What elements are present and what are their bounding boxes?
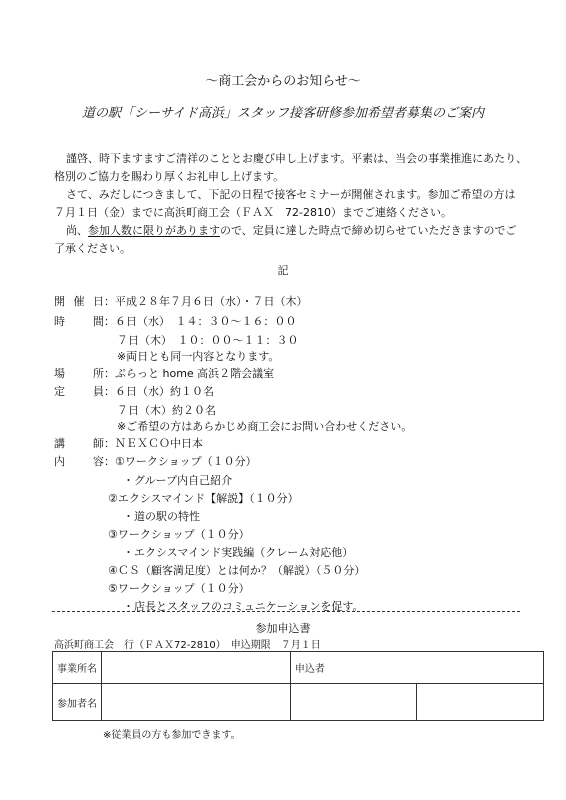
detail-date: 開催日：平成２８年７月６日（水）・７日（木） [54,295,308,308]
capacity-value-1: ６日（水）約１０名 [115,385,214,398]
time-note: ※両日とも同一内容となります。 [117,350,280,363]
paragraph-greeting-line-1: 謹啓、時下ますますご清祥のこととお慶び申し上げます。平素は、当会の事業推進にあたり、 [66,152,528,165]
business-name-label: 事業所名 [53,652,102,684]
cut-line [52,611,520,612]
content-label: 内容 [54,455,104,468]
detail-capacity: 定員：６日（水）約１０名 [54,385,214,398]
content-item-1-title: ①ワークショップ（１０分） [115,455,257,468]
place-value: ぷらっと home 高浜２階会議室 [115,367,275,380]
participant-field-group [290,684,543,721]
form-title: 参加申込書 [255,622,311,635]
notice-heading: ～商工会からのお知らせ～ [205,74,361,89]
content-item-2-sub: ・道の駅の特性 [123,510,200,523]
limit-emphasis: 参加人数に限りがあります [88,224,220,237]
place-label: 場所 [54,367,104,380]
content-item-5-title: ⑤ワークショップ（１０分） [108,582,250,595]
applicant-field[interactable] [355,652,543,684]
content-item-1-sub: ・グループ内自己紹介 [123,474,233,487]
paragraph-info-line-1: さて、みだしにつきまして、下記の日程で接客セミナーが開催されます。参加ご希望の方は [66,188,516,201]
applicant-label: 申込者 [290,652,355,684]
paragraph-greeting-line-2: 格別のご協力を賜わり厚くお礼申し上げます。 [54,170,285,183]
lecturer-label: 講師 [54,437,104,450]
detail-content: 内容：①ワークショップ（１０分） [54,455,257,468]
form-note: ※従業員の方も参加できます。 [103,730,241,741]
paragraph-limit-line-1: 尚、参加人数に限りがありますので、定員に達した時点で締め切らせていただきますのでご [66,224,517,237]
paragraph-info-line-2: ７月１日（金）までに高浜町商工会（ＦＡＸ 72-2810）までご連絡ください。 [54,206,452,219]
content-item-5-sub: ・店長とスタッフのコミュニケーションを促す。 [123,600,364,613]
time-label: 時間 [54,315,104,328]
participant-field-3[interactable] [417,684,543,720]
document-title: 道の駅「シーサイド高浜」スタッフ接客研修参加希望者募集のご案内 [81,106,485,121]
content-item-3-sub: ・エクシスマインド実践編（クレーム対応他） [123,546,354,559]
content-item-4-title: ④ＣＳ（顧客満足度）とは何か？（解説）（５０分） [108,564,366,577]
participant-field-1[interactable] [102,684,291,721]
detail-time: 時間：６日（水） １４：３０～１６：００ [54,315,297,328]
application-form-table [52,651,544,721]
participant-label: 参加者名 [53,684,102,721]
capacity-value-2: ７日（木）約２０名 [117,404,216,417]
time-value-2: ７日（木） １０：００～１１：３０ [117,334,299,347]
form-addressee: 高浜町商工会 行（ＦＡＸ72-2810） 申込期限 ７月１日 [54,640,321,651]
ki-heading: 記 [277,264,289,277]
detail-lecturer: 講師：ＮＥＸＣＯ中日本 [54,437,203,450]
business-name-field[interactable] [102,652,291,684]
capacity-label: 定員 [54,385,104,398]
content-item-2-title: ②エクシスマインド【解説】（１０分） [108,492,299,505]
time-value-1: ６日（水） １４：３０～１６：００ [115,315,297,328]
detail-place: 場所：ぷらっと home 高浜２階会議室 [54,367,275,380]
capacity-note: ※ご希望の方はあらかじめ商工会にお問い合わせください。 [117,420,413,433]
date-value: 平成２８年７月６日（水）・７日（木） [115,295,308,308]
lecturer-value: ＮＥＸＣＯ中日本 [115,437,203,450]
participant-field-2[interactable] [291,684,418,720]
paragraph-limit-line-2: 了承ください。 [54,242,131,255]
date-label: 開催日 [54,295,104,308]
content-item-3-title: ③ワークショップ（１０分） [108,528,250,541]
